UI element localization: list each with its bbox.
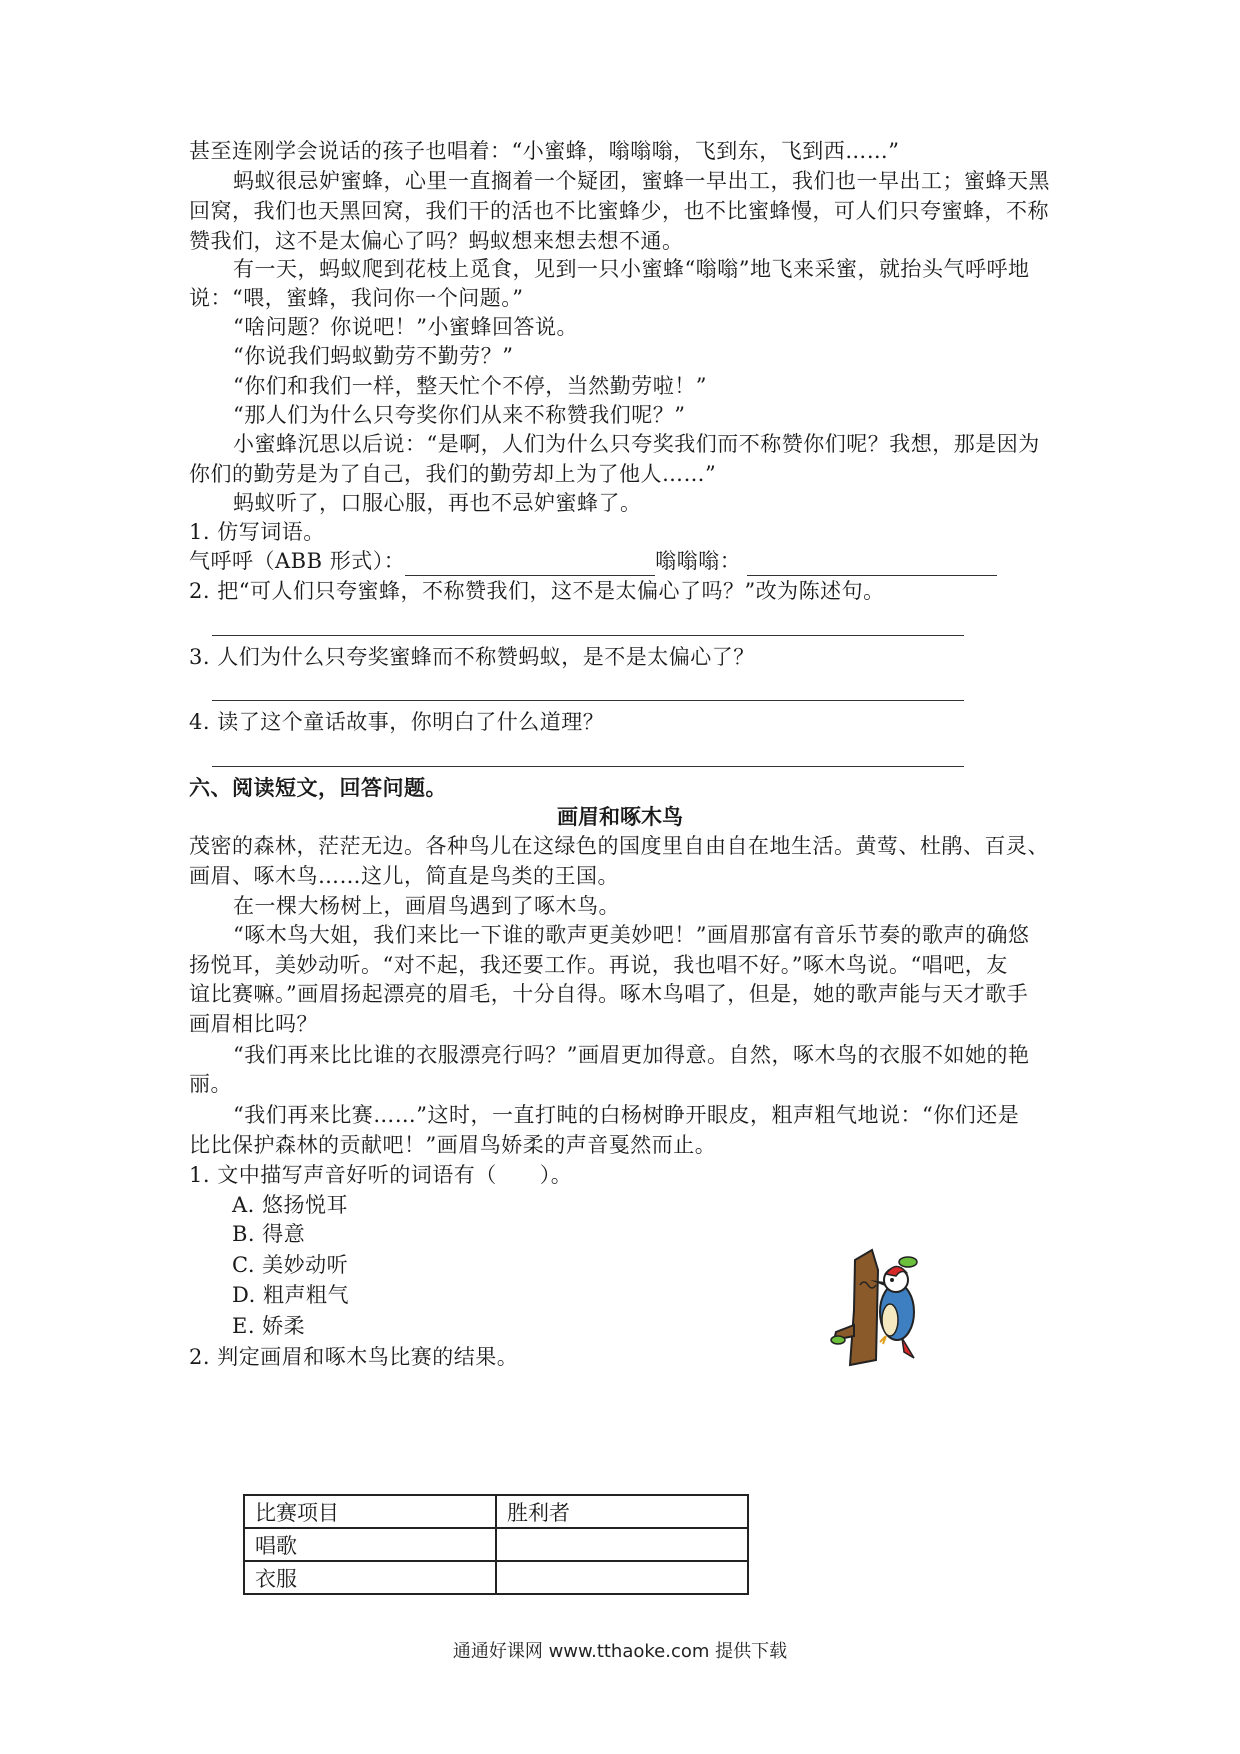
table-header-cell: 胜利者: [496, 1495, 748, 1528]
answer-line-3[interactable]: [212, 700, 964, 701]
story-line: 茂密的森林，茫茫无边。各种鸟儿在这绿色的国度里自由自在地生活。黄莺、杜鹃、百灵、: [189, 834, 1049, 858]
option-c[interactable]: C. 美妙动听: [232, 1253, 349, 1277]
story-line: “我们再来比比谁的衣服漂亮行吗？”画眉更加得意。自然，啄木鸟的衣服不如她的艳: [233, 1043, 1030, 1067]
table-row: [244, 1561, 748, 1594]
answer-line-2[interactable]: [212, 635, 964, 636]
section6-question-2: 2. 判定画眉和啄木鸟比赛的结果。: [189, 1345, 519, 1369]
bird-feet: [880, 1336, 886, 1344]
story-line: 谊比赛嘛。”画眉扬起漂亮的眉毛，十分自得。啄木鸟唱了，但是，她的歌声能与天才歌手: [189, 982, 1029, 1006]
table-cell-item: 衣服: [244, 1561, 496, 1594]
table-cell-item: 唱歌: [244, 1528, 496, 1561]
table-cell-winner[interactable]: [496, 1528, 748, 1561]
tree-trunk: [850, 1250, 878, 1365]
answer-blank-b[interactable]: [747, 553, 997, 576]
question-1-fill-row: [189, 546, 997, 576]
bird-eye: [890, 1278, 894, 1282]
question-3: 3. 人们为什么只夸奖蜜蜂而不称赞蚂蚁，是不是太偏心了？: [189, 645, 755, 669]
option-a[interactable]: A. 悠扬悦耳: [232, 1193, 349, 1217]
leaf: [831, 1336, 845, 1344]
table-header-row: [244, 1495, 748, 1528]
passage-line: “那人们为什么只夸奖你们从来不称赞我们呢？”: [233, 403, 686, 427]
table-header-cell: 比赛项目: [244, 1495, 496, 1528]
story-line: “我们再来比赛……”这时，一直打盹的白杨树睁开眼皮，粗声粗气地说：“你们还是: [233, 1103, 1020, 1127]
table-row: [244, 1528, 748, 1561]
passage-line: 有一天，蚂蚁爬到花枝上觅食，见到一只小蜜蜂“嗡嗡”地飞来采蜜，就抬头气呼呼地: [233, 257, 1030, 281]
bird-tail: [902, 1338, 914, 1358]
passage-line: 小蜜蜂沉思以后说：“是啊，人们为什么只夸奖我们而不称赞你们呢？我想，那是因为: [233, 432, 1040, 456]
passage-line: 赞我们，这不是太偏心了吗？蚂蚁想来想去想不通。: [189, 229, 684, 253]
answer-blank-a[interactable]: [405, 553, 655, 576]
section-heading: 六、阅读短文，回答问题。: [189, 776, 447, 800]
story-line: 丽。: [189, 1072, 232, 1096]
option-b[interactable]: B. 得意: [232, 1222, 306, 1246]
passage-line: 你们的勤劳是为了自己，我们的勤劳却上为了他人……”: [189, 462, 717, 486]
answer-line-4[interactable]: [212, 766, 964, 767]
story-line: 画眉、啄木鸟……这儿，简直是鸟类的王国。: [189, 864, 619, 888]
leaf: [899, 1257, 917, 1267]
passage-line: 蚂蚁很忌妒蜜蜂，心里一直搁着一个疑团，蜜蜂一早出工，我们也一早出工；蜜蜂天黑: [233, 169, 1050, 193]
story-line: “啄木鸟大姐，我们来比一下谁的歌声更美妙吧！”画眉那富有音乐节奏的歌声的确悠: [233, 923, 1030, 947]
story-line: 扬悦耳，美妙动听。“对不起，我还要工作。再说，我也唱不好。”啄木鸟说。“唱吧，友: [189, 953, 1008, 977]
section6-question-1: 1. 文中描写声音好听的词语有（ ）。: [189, 1163, 573, 1187]
passage-line: “你们和我们一样，整天忙个不停，当然勤劳啦！”: [233, 374, 707, 398]
passage-line: “你说我们蚂蚁勤劳不勤劳？”: [233, 344, 514, 368]
question-1-prompt-a: 气呼呼（ABB 形式）：: [189, 549, 406, 573]
table-cell-winner[interactable]: [496, 1561, 748, 1594]
story-line: 画眉相比吗？: [189, 1012, 318, 1036]
option-e[interactable]: E. 娇柔: [232, 1314, 306, 1338]
story-line: 在一棵大杨树上，画眉鸟遇到了啄木鸟。: [233, 894, 620, 918]
question-1: 1. 仿写词语。: [189, 520, 325, 544]
question-4: 4. 读了这个童话故事，你明白了什么道理？: [189, 710, 605, 734]
passage-line: “啥问题？你说吧！”小蜜蜂回答说。: [233, 315, 578, 339]
passage-line: 说：“喂，蜜蜂，我问你一个问题。”: [189, 286, 524, 310]
woodpecker-illustration: [830, 1240, 930, 1370]
question-1-prompt-b: 嗡嗡嗡：: [655, 549, 742, 573]
story-line: 比比保护森林的贡献吧！”画眉鸟娇柔的声音戛然而止。: [189, 1133, 717, 1157]
question-2: 2. 把“可人们只夸蜜蜂，不称赞我们，这不是太偏心了吗？”改为陈述句。: [189, 579, 885, 603]
passage-line: 蚂蚁听了，口服心服，再也不忌妒蜜蜂了。: [233, 491, 642, 515]
story-title: 画眉和啄木鸟: [557, 805, 683, 829]
passage-line: 回窝，我们也天黑回窝，我们干的活也不比蜜蜂少，也不比蜜蜂慢，可人们只夸蜜蜂，不称: [189, 199, 1049, 223]
result-table: [243, 1494, 749, 1595]
option-d[interactable]: D. 粗声粗气: [232, 1283, 349, 1307]
passage-line: 甚至连刚学会说话的孩子也唱着：“小蜜蜂，嗡嗡嗡，飞到东，飞到西……”: [189, 139, 900, 163]
bird-belly: [882, 1304, 898, 1336]
footer-credit: 通通好课网 www.tthaoke.com 提供下载: [452, 1641, 788, 1662]
